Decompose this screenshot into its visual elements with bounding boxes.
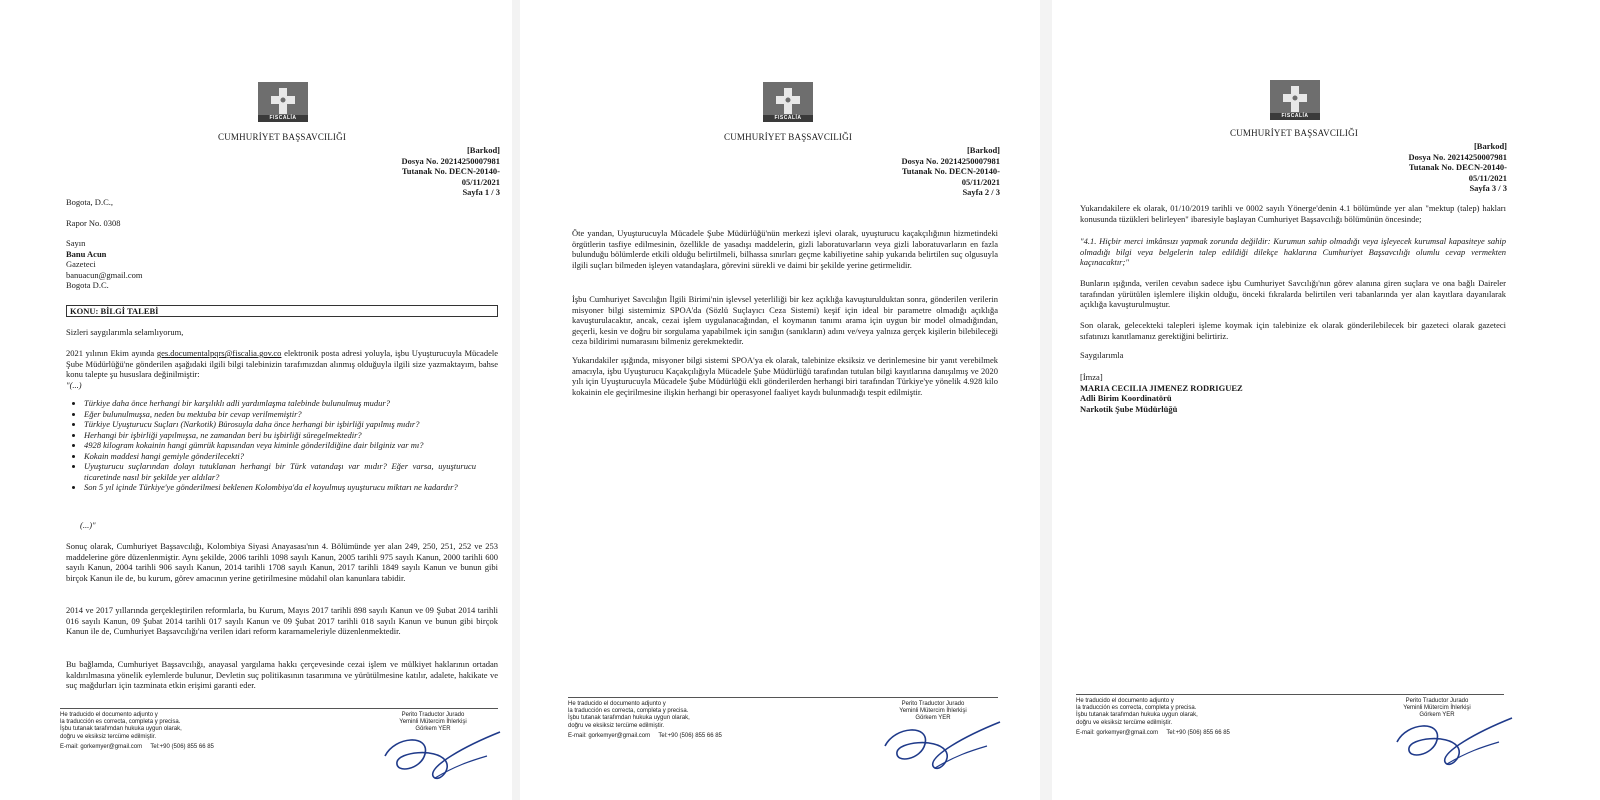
recipient-city: Bogota D.C. — [66, 280, 109, 290]
stamp-line: Görkem YER — [415, 726, 451, 733]
subject-box: KONU: BİLGİ TALEBİ — [66, 305, 498, 317]
record-date: 05/11/2021 — [461, 176, 500, 187]
paragraph-reforms: 2014 ve 2017 yıllarında gerçekleştirilen reformlarla, bu Kurum, Mayıs 2017 tarihli 898 sayılı Kanun ve 09 Şubat 2014 tarihli 016 sayılı Kanun, 09 Şubat 2014 tarihli 017 sayılı Kanun ve 09 Şubat 2017 tarihli 018 sayılı Kanun ve bunun gibi birçok Kanun ile de, Cumhuriyet Başsavcılığı'na verilen idari reform kararnameleriyle düzenlenmektedir. — [66, 605, 498, 636]
page-label: Sayfa 1 / 3 — [462, 187, 500, 197]
barcode-label: [Barkod] — [466, 145, 500, 155]
paragraph-legal-basis: Sonuç olarak, Cumhuriyet Başsavcılığı, Kolombiya Siyasi Anayasası'nın 4. Bölümünde yer alan 249, 250, 251, 252 ve 253 maddelerine göre düzenlenmiştir. Aynı şekilde, 2006 tarihli 1098 sayılı Kanun, 2005 tarihli 975 sayılı Kanun, 2000 tarihli 600 sayılı Kanun, 2004 tarihli 906 sayılı Kanun, 2014 tarihli 1708 sayılı Kanun, 2017 tarihli 1849 sayılı Kanun ve bunun gibi birçok Kanun ile de, bu kurum, görev amacının yerine getirilmesine müdahil olan kanunlara tabidir. — [66, 541, 498, 583]
barcode-label: [Barkod] — [1473, 141, 1507, 151]
intro-paragraph — [66, 348, 498, 390]
puzzle-cross-icon — [1283, 86, 1307, 112]
stamp-line: Görkem YER — [1419, 712, 1455, 719]
translator-signature — [875, 716, 1005, 778]
question-item: • Türkiye daha önce herhangi bir karşılıklı adli yardımlaşma talebinde bulunulmuş mudur? — [84, 398, 476, 409]
fiscalia-logo — [1270, 80, 1320, 120]
stamp-line: Yeminli Mütercim İhlerkişi — [899, 708, 967, 715]
footer-line: la traducción es correcta, completa y precisa. — [60, 719, 181, 726]
barcode-label: [Barkod] — [966, 145, 1000, 155]
recipient-title: Gazeteci — [66, 259, 96, 269]
quote-open: "(...) — [66, 379, 82, 390]
address-block — [66, 197, 366, 291]
footer-contact: E-mail: gorkemyer@gmail.com Tel:+90 (506) 855 66 85 — [1076, 729, 1230, 736]
recipient-name: Banu Acun — [66, 248, 107, 259]
signer-department: Narkotik Şube Müdürlüğü — [1080, 403, 1178, 414]
record-no: Tutanak No. DECN-20140- — [1408, 162, 1507, 172]
paragraph-mission: Öte yandan, Uyuşturucuyla Mücadele Şube Müdürlüğü'nün merkezi işlevi olarak, uyuşturucu kaçakçılığının hizmetindeki örgütlerin tasfiye edilmesinin, özellikle de yasadışı maddelerin, gizli laboratuvarların veya gizli laboratuvarların en fazla bulunduğu bölümlerde etkili olduğu belirtilmeli, bilhassa sınırları geçme kabiliyetine sahip yukarıda belirtilen suç olgusuyla ilgili suçları bilmeden işleyen vatandaşlara, görevini sürekli ve daimi bir şekilde yerine getirmelidir. — [572, 228, 998, 270]
logo-caption: FISCALÍA — [763, 115, 813, 122]
intro-text-a: 2021 yılının Ekim ayında — [66, 348, 157, 358]
fiscalia-logo — [258, 82, 308, 122]
closing: Saygılarımla — [1080, 350, 1124, 360]
footer-contact: E-mail: gorkemyer@gmail.com Tel:+90 (506) 855 66 85 — [60, 743, 214, 750]
footer-line: la traducción es correcta, completa y precisa. — [568, 708, 689, 715]
translator-signature — [1387, 712, 1517, 774]
agency-name: CUMHURİYET BAŞSAVCILIĞI — [1230, 128, 1359, 138]
question-item: • Uyuşturucu suçlarından dolayı tutuklanan herhangi bir Türk vatandaşı var mıdır? Eğer varsa, uyuşturucu ticaretinde nasıl bir şekilde yer aldılar? — [84, 461, 476, 482]
logo-caption: FISCALÍA — [258, 115, 308, 122]
greeting: Sizleri saygılarımla selamlıyorum, — [66, 327, 184, 337]
doc-header — [840, 145, 1000, 198]
record-date: 05/11/2021 — [1468, 172, 1507, 183]
recipient-email: banuacun@gmail.com — [66, 269, 143, 280]
stamp-line: Perito Traductor Jurado — [1405, 698, 1469, 704]
stamp-line: Yeminli Mütercim İhlerkişi — [399, 719, 467, 726]
paragraph-spoa: İşbu Cumhuriyet Savcılığın İlgili Birimi'nin işlevsel yeterliliği bir kez açıklığa kavuşturulduktan sonra, gönderilen verilerin misyoner bilgi sistemimiz SPOA'da (Sözlü Suçlayıcı Ceza Sistemi) keşif için ideal bir parametre olmadığı açıklığa kavuşturulacaktır, ancak, cezai işlem uygulanacağından, el koymanın tanımı arama için uygun bir model olmadığından, geçerli, kesin ve doğru bir sorgulama yapabilmek için sanığın (sanıkların) adını ve/veya yalnıza gerçek kişilerin bilebileceği ceza bildirimi numarasını bilmeniz gerekmektedir. — [572, 294, 998, 346]
file-no: Dosya No. 20214250007981 — [1408, 151, 1507, 162]
intro-text-b: elektronik posta adresi yoluyla, işbu Uyuşturucuyla Mücadele Şube Müdürlüğü'ne gönderilen aşağıdaki ilgili bilgi talebinizin tarafımızdan alınmış olduğuyla ilgili size yazmaktayım, bahse konu talepte şu hususlara değinilmiştir: — [66, 348, 498, 379]
file-no: Dosya No. 20214250007981 — [901, 155, 1000, 166]
question-list — [66, 398, 476, 493]
footer-line: doğru ve eksiksiz tercüme edilmiştir. — [568, 722, 665, 729]
stamp-line: Perito Traductor Jurado — [401, 712, 465, 718]
signature-label: [İmza] — [1080, 372, 1103, 382]
report-no: Rapor No. 0308 — [66, 217, 121, 228]
footer-divider — [568, 697, 998, 698]
question-item: • Kokain maddesi hangi gemiyle gönderilecekti? — [84, 451, 476, 462]
footer-divider — [1076, 694, 1504, 695]
footer-line: İşbu tutanak tarafımdan hukuka uygun olarak, — [60, 726, 182, 733]
footer-divider — [60, 708, 498, 709]
intro-email-link[interactable]: ges.documentalpqrs@fiscalia.gov.co — [156, 348, 282, 358]
footer-line: doğru ve eksiksiz tercüme edilmiştir. — [1076, 719, 1173, 726]
signature-block — [1080, 372, 1380, 414]
footer-contact: E-mail: gorkemyer@gmail.com Tel:+90 (506) 855 66 85 — [568, 732, 722, 739]
stamp-line: Perito Traductor Jurado — [901, 701, 965, 707]
translator-signature — [375, 726, 505, 788]
paragraph-role: Bu bağlamda, Cumhuriyet Başsavcılığı, anayasal yargılama hakkı çerçevesinde cezai işlem ve mülkiyet haklarının ortadan kaldırılmasına yönelik eylemlerde bulunur, Devletin suç politikasının tasarımına ve yürütülmesine katılır, adalete, hakikate ve suç mağdurları için tazminata etkin erişimi garanti eder. — [66, 659, 498, 690]
record-no: Tutanak No. DECN-20140- — [401, 166, 500, 176]
doc-header — [1347, 141, 1507, 194]
translator-footer — [1076, 698, 1276, 737]
letter-page-1 — [0, 0, 512, 800]
question-item: • Herhangi bir işbirliği yapılmışsa, ne zamandan beri bu işbirliği süregelmektedir? — [84, 430, 476, 441]
paragraph-future-requests: Son olarak, gelecekteki talepleri işleme koymak için talebinize ek olarak gönderilebilecek bir gazeteci olarak gazeteci sıfatınızı kanıtlamanız gerektiğini belirtiriz. — [1080, 320, 1506, 341]
stamp-line: Yeminli Mütercim İhlerkişi — [1403, 705, 1471, 712]
footer-line: He traducido el documento adjunto y — [1076, 698, 1174, 704]
city: Bogota, D.C., — [66, 197, 113, 207]
footer-line: İşbu tutanak tarafımdan hukuka uygun olarak, — [568, 715, 690, 722]
logo-caption: FISCALÍA — [1270, 113, 1320, 120]
page-seam — [1040, 0, 1052, 800]
page-label: Sayfa 2 / 3 — [962, 187, 1000, 197]
paragraph-directive: Yukarıdakilere ek olarak, 01/10/2019 tarihli ve 0002 sayılı Yönerge'denin 4.1 bölümünde yer alan "mektup (talep) hakları konusunda tüzükleri belirleyen" ibaresiyle başlayan Cumhuriyet Başsavcılığı bölümünün öncesinde; — [1080, 203, 1506, 224]
record-date: 05/11/2021 — [961, 176, 1000, 187]
footer-line: doğru ve eksiksiz tercüme edilmiştir. — [60, 733, 157, 740]
stamp-line: Görkem YER — [915, 715, 951, 722]
record-no: Tutanak No. DECN-20140- — [901, 166, 1000, 176]
question-item: • Türkiye Uyuşturucu Suçları (Narkotik) Bürosuyla daha önce herhangi bir işbirliği yapılmış mıdır? — [84, 419, 476, 430]
paragraph-findings: Yukarıdakiler ışığında, misyoner bilgi sistemi SPOA'ya ek olarak, talebinize eksiksiz ve derinlemesine bir yanıt verebilmek amacıyla, işbu Uyuşturucu Kaçakçılığıyla Mücadele Şube Müdürlüğü tarafından tutulan bilgi kayıtlarına danışılmış ve 2020 yılı için Uyuşturucuyla Mücadele Şube Müdürlüğü ekli gönderilerden herhangi biri tarafından Türkiye'ye yönelik 4.928 kilo kokainin ele geçirilmesine ilişkin herhangi bir operasyonel faaliyet kaydı bulunmadığı tespit edilmiştir. — [572, 355, 998, 397]
quote-close: (...)" — [80, 520, 96, 530]
puzzle-cross-icon — [271, 88, 295, 114]
file-no: Dosya No. 20214250007981 — [401, 155, 500, 166]
salutation: Sayın — [66, 238, 86, 248]
footer-line: He traducido el documento adjunto y — [568, 701, 666, 707]
question-item: • Eğer bulunulmuşsa, neden bu mektuba bir cevap verilmemiştir? — [84, 409, 476, 420]
question-item: • 4928 kilogram kokainin hangi gümrük kapısından veya kiminle gönderildiğine dair bilginiz var mı? — [84, 440, 476, 451]
footer-line: la traducción es correcta, completa y precisa. — [1076, 705, 1197, 712]
signer-title: Adli Birim Koordinatörü — [1080, 393, 1172, 403]
footer-line: İşbu tutanak tarafımdan hukuka uygun olarak, — [1076, 712, 1198, 719]
doc-header — [340, 145, 500, 198]
letter-page-2 — [520, 0, 1040, 800]
translator-footer — [568, 701, 768, 740]
agency-name: CUMHURİYET BAŞSAVCILIĞI — [724, 132, 853, 142]
directive-quote: "4.1. Hiçbir merci imkânsızı yapmak zorunda değildir: Kurumun sahip olmadığı veya işleyecek kurumsal kapasiteye sahip olmadığı bilgi veya belgelerin talep edildiği dilekçe haklarına Cumhuriyet Başsavcılığı olumlu cevap vermekten kaçınacaktır;" — [1080, 236, 1506, 267]
footer-line: He traducido el documento adjunto y — [60, 712, 158, 718]
paragraph-scope: Bunların ışığında, verilen cevabın sadece işbu Cumhuriyet Savcılığı'nın görev alanına giren suçlara ve ona bağlı Daireler tarafından yürütülen işlemlere ilişkin olduğu, önceki fıkralarda belirtilen veri tabanlarında yer alan kayıtlara dayanılarak açıklığa kavuşturulmuştur. — [1080, 278, 1506, 309]
puzzle-cross-icon — [776, 88, 800, 114]
signer-name: MARIA CECILIA JIMENEZ RODRIGUEZ — [1080, 382, 1243, 393]
letter-page-3 — [1052, 0, 1600, 800]
agency-name: CUMHURİYET BAŞSAVCILIĞI — [218, 132, 347, 142]
fiscalia-logo — [763, 82, 813, 122]
page-label: Sayfa 3 / 3 — [1469, 183, 1507, 193]
translator-footer — [60, 712, 260, 751]
question-item: • Son 5 yıl içinde Türkiye'ye gönderilmesi beklenen Kolombiya'da el koyulmuş uyuşturucu miktarı ne kadardır? — [84, 482, 476, 493]
page-seam — [512, 0, 520, 800]
